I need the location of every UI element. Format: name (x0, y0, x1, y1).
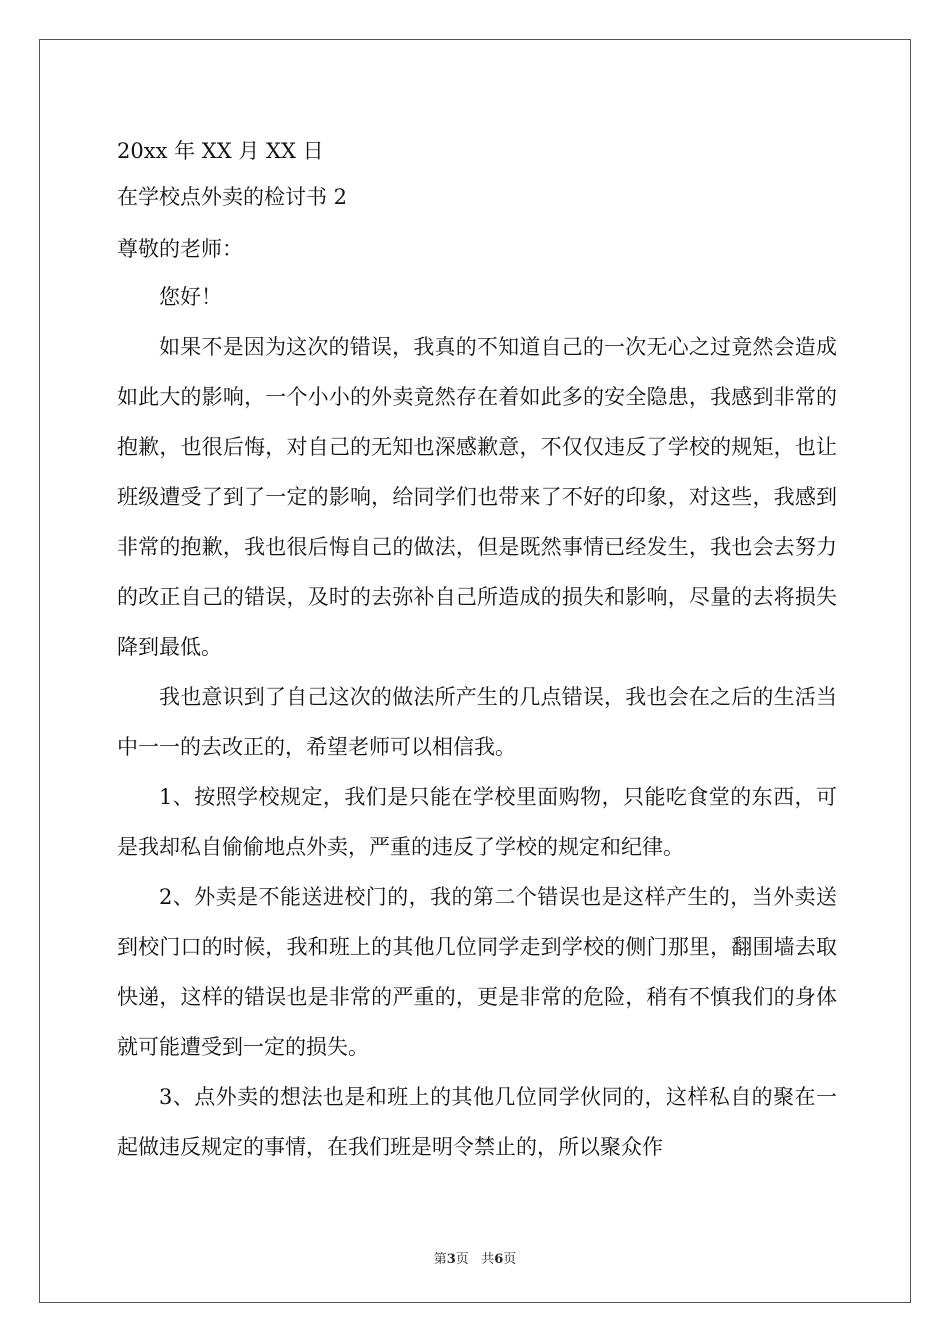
greeting: 您好！ (159, 285, 222, 309)
page-suffix: 页 (455, 1252, 469, 1267)
paragraph-3: 1、按照学校规定，我们是只能在学校里面购物，只能吃食堂的东西，可是我却私自偷偷地点外卖，严重的违反了学校的规定和纪律。 (117, 785, 837, 859)
document-date: 20xx 年 XX 月 XX 日 (117, 139, 324, 163)
document-body (117, 128, 837, 1172)
paragraph-5: 3、点外卖的想法也是和班上的其他几位同学伙同的，这样私自的聚在一起做违反规定的事情，在我们班是明令禁止的，所以聚众作 (117, 1085, 837, 1159)
salutation: 尊敬的老师： (117, 237, 243, 261)
page-prefix: 第 (433, 1252, 447, 1267)
total-prefix: 共 (481, 1252, 495, 1267)
total-page-count: 6 (494, 1252, 504, 1267)
paragraph-2: 我也意识到了自己这次的做法所产生的几点错误，我也会在之后的生活当中一一的去改正的，希望老师可以相信我。 (117, 685, 837, 759)
paragraph-1: 如果不是因为这次的错误，我真的不知道自己的一次无心之过竟然会造成如此大的影响，一个小小的外卖竟然存在着如此多的安全隐患，我感到非常的抱歉，也很后悔，对自己的无知也深感歉意，不仅仅违反了学校的规矩，也让班级遭受了到了一定的影响，给同学们也带来了不好的印象，对这些，我感到非常的抱歉，我也很后悔自己的做法，但是既然事情已经发生，我也会去努力的改正自己的错误，及时的去弥补自己所造成的损失和影响，尽量的去将损失降到最低。 (117, 335, 837, 659)
paragraph-4: 2、外卖是不能送进校门的，我的第二个错误也是这样产生的，当外卖送到校门口的时候，我和班上的其他几位同学走到学校的侧门那里，翻围墙去取快递，这样的错误也是非常的严重的，更是非常的危险，稍有不慎我们的身体就可能遭受到一定的损失。 (117, 885, 837, 1059)
total-suffix: 页 (503, 1252, 517, 1267)
current-page-number: 3 (446, 1252, 456, 1267)
document-title: 在学校点外卖的检讨书 2 (117, 185, 348, 209)
page-footer (0, 1248, 950, 1267)
